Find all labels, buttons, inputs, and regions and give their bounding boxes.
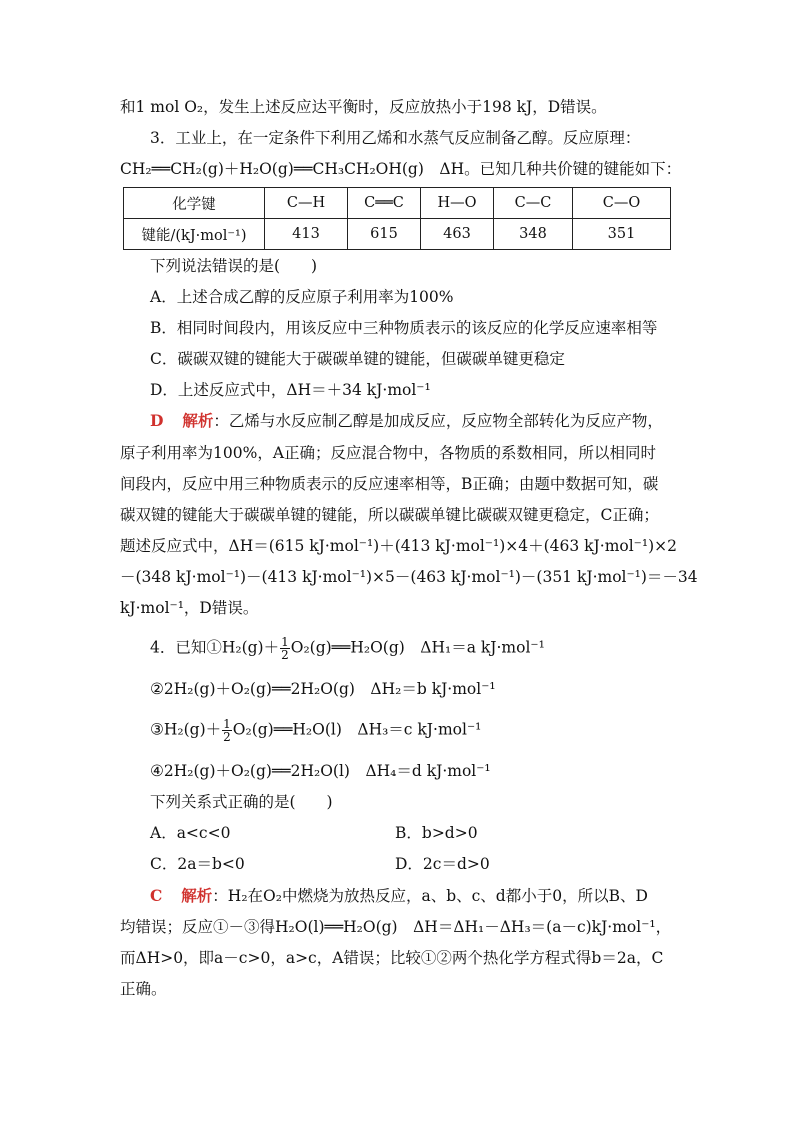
table-cell: 351 bbox=[573, 219, 671, 250]
explanation-text: ：H₂在O₂中燃烧为放热反应，a、b、c、d都小于0，所以B、D bbox=[212, 887, 648, 905]
option-c: C．碳碳双键的键能大于碳碳单键的键能，但碳碳单键更稳定 bbox=[150, 350, 565, 368]
text-line: 和1 mol O₂，发生上述反应达平衡时，反应放热小于198 kJ，D错误。 bbox=[120, 98, 607, 116]
explanation-line: 正确。 bbox=[120, 980, 167, 998]
explanation-line bbox=[150, 886, 648, 906]
option-d: D．上述反应式中，ΔH＝＋34 kJ·mol⁻¹ bbox=[150, 381, 431, 399]
explanation-line: 原子利用率为100%，A正确；反应混合物中，各物质的系数相同，所以相同时 bbox=[120, 444, 657, 462]
question-4-ask: 下列关系式正确的是( ) bbox=[150, 793, 333, 811]
fraction-one-half bbox=[280, 636, 290, 661]
fraction-numerator: 1 bbox=[223, 717, 231, 731]
table-cell: H—O bbox=[421, 188, 494, 219]
option-c: C．2a＝b<0 bbox=[150, 855, 245, 873]
explanation-line: 而ΔH>0，即a－c>0，a>c，A错误；比较①②两个热化学方程式得b＝2a，C bbox=[120, 949, 664, 967]
table-cell: 键能/(kJ·mol⁻¹) bbox=[124, 219, 265, 250]
table-cell: 413 bbox=[265, 219, 348, 250]
bond-energy-table bbox=[123, 187, 671, 250]
question-3-equation: CH₂══CH₂(g)＋H₂O(g)══CH₃CH₂OH(g) ΔH。已知几种共价键的键能如下： bbox=[120, 160, 682, 178]
option-a: A．a<c<0 bbox=[150, 824, 231, 842]
explanation-line: 均错误；反应①－③得H₂O(l)══H₂O(g) ΔH＝ΔH₁－ΔH₃＝(a－c)kJ·mol⁻¹， bbox=[120, 918, 672, 936]
table-header-row bbox=[124, 188, 671, 219]
question-4-reaction-2: ②2H₂(g)＋O₂(g)══2H₂O(g) ΔH₂＝b kJ·mol⁻¹ bbox=[150, 680, 496, 698]
question-3-stem: 3．工业上，在一定条件下利用乙烯和水蒸气反应制备乙醇。反应原理： bbox=[150, 129, 641, 147]
table-cell: 463 bbox=[421, 219, 494, 250]
fraction-denominator: 2 bbox=[223, 730, 231, 744]
table-cell: 348 bbox=[494, 219, 573, 250]
explanation-label: 解析 bbox=[181, 886, 213, 905]
reaction-text: O₂(g)══H₂O(g) ΔH₁＝a kJ·mol⁻¹ bbox=[290, 638, 545, 657]
table-cell: C—H bbox=[265, 188, 348, 219]
explanation-line: 碳双键的键能大于碳碳单键的键能，所以碳碳单键比碳碳双键更稳定，C正确； bbox=[120, 506, 659, 524]
explanation-label: 解析 bbox=[182, 411, 214, 430]
table-cell: C—C bbox=[494, 188, 573, 219]
fraction-denominator: 2 bbox=[281, 648, 289, 662]
reaction-text: ③H₂(g)＋ bbox=[150, 720, 222, 739]
option-b: B．相同时间段内，用该反应中三种物质表示的该反应的化学反应速率相等 bbox=[150, 319, 658, 337]
explanation-line: －(348 kJ·mol⁻¹)－(413 kJ·mol⁻¹)×5－(463 kJ·mol⁻¹)－(351 kJ·mol⁻¹)＝－34 bbox=[120, 568, 698, 586]
answer-letter: C bbox=[150, 886, 163, 905]
explanation-text: ：乙烯与水反应制乙醇是加成反应，反应物全部转化为反应产物， bbox=[213, 412, 663, 430]
table-cell: C══C bbox=[348, 188, 421, 219]
explanation-line: kJ·mol⁻¹，D错误。 bbox=[120, 599, 259, 617]
reaction-text: 4．已知①H₂(g)＋ bbox=[150, 638, 280, 657]
table-row bbox=[124, 219, 671, 250]
option-b: B．b>d>0 bbox=[395, 824, 478, 842]
table-cell: C—O bbox=[573, 188, 671, 219]
answer-letter: D bbox=[150, 411, 164, 430]
table-cell: 615 bbox=[348, 219, 421, 250]
question-4-reaction-3 bbox=[150, 718, 481, 743]
fraction-numerator: 1 bbox=[281, 635, 289, 649]
question-4-reaction-1 bbox=[150, 636, 545, 661]
explanation-line: 间段内，反应中用三种物质表示的反应速率相等，B正确；由题中数据可知，碳 bbox=[120, 475, 659, 493]
reaction-text: O₂(g)══H₂O(l) ΔH₃＝c kJ·mol⁻¹ bbox=[232, 720, 482, 739]
explanation-line bbox=[150, 411, 663, 431]
explanation-line: 题述反应式中，ΔH＝(615 kJ·mol⁻¹)＋(413 kJ·mol⁻¹)×4＋(463 kJ·mol⁻¹)×2 bbox=[120, 537, 677, 555]
option-d: D．2c＝d>0 bbox=[395, 855, 490, 873]
option-a: A．上述合成乙醇的反应原子利用率为100% bbox=[150, 288, 454, 306]
question-4-reaction-4: ④2H₂(g)＋O₂(g)══2H₂O(l) ΔH₄＝d kJ·mol⁻¹ bbox=[150, 762, 491, 780]
question-3-ask: 下列说法错误的是( ) bbox=[150, 257, 318, 275]
table-cell: 化学键 bbox=[124, 188, 265, 219]
fraction-one-half bbox=[222, 718, 232, 743]
